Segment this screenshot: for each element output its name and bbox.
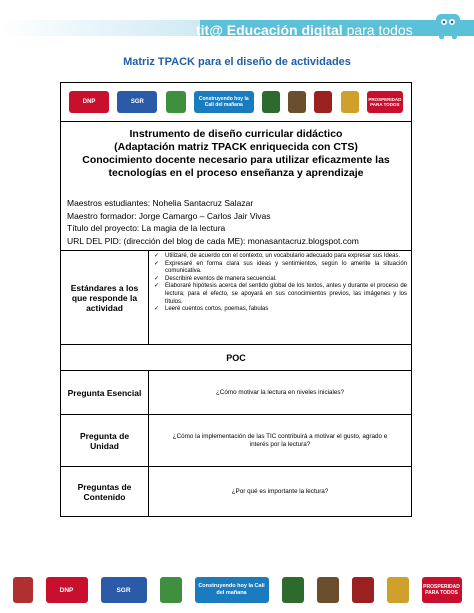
footer-seal-6 xyxy=(387,577,409,603)
question-row xyxy=(61,370,411,414)
footer-sgr-logo: SGR xyxy=(101,577,147,603)
standard-item: ✓ Expresaré en forma clara sus ideas y sentimientos, según lo amerite la situación comunicativa. xyxy=(153,261,407,276)
question-text: ¿Cómo motivar la lectura en niveles iniciales? xyxy=(215,388,345,396)
document-title: Matriz TPACK para el diseño de actividades xyxy=(123,56,351,68)
header-line-1: Instrumento de diseño curricular didáctico xyxy=(129,128,343,140)
students-line: Maestros estudiantes: Nohelia Santacruz Salazar xyxy=(67,198,254,208)
prosperidad-logo: PROSPERIDAD PARA TODOS xyxy=(367,91,403,113)
question-text: ¿Por qué es importante la lectura? xyxy=(231,487,329,495)
footer-seal-5 xyxy=(352,577,374,603)
standard-item: ✓ Utilizaré, de acuerdo con el contexto, un vocabulario adecuado para expresar sus Ideas. xyxy=(153,253,407,261)
standard-item: ✓ Elaboraré hipótesis acerca del sentido global de los textos, antes y durante el proceso de lectura; para el efecto, se apoyará en sus conocimientos previos, las imágenes y los títulos. xyxy=(153,283,407,306)
question-text: ¿Cómo la implementación de las TIC contribuirá a motivar el gusto, agrado e interés por la lectura? xyxy=(172,432,388,448)
header-line-3: Conocimiento docente necesario para utilizar eficazmente las tecnologías en el proceso enseñanza y aprendizaje xyxy=(82,154,390,179)
footer-seal-4 xyxy=(317,577,339,603)
top-banner xyxy=(0,0,474,48)
standards-row xyxy=(61,250,411,344)
standards-label: Estándares a los que responde la actividad xyxy=(61,251,149,344)
footer-seal-2 xyxy=(160,577,182,603)
footer-prosperidad-logo: PROSPERIDAD PARA TODOS xyxy=(422,577,462,603)
instrument-header xyxy=(61,121,411,250)
url-line: URL DEL PID: (dirección del blog de cada ME): monasantacruz.blogspot.com xyxy=(67,235,359,246)
seal-logo-3 xyxy=(288,91,306,113)
question-row xyxy=(61,466,411,516)
standard-item: ✓ Describiré eventos de manera secuencial. xyxy=(153,276,407,284)
header-line-2: (Adaptación matriz TPACK enriquecida con CTS) xyxy=(114,141,358,153)
footer-seal-3 xyxy=(282,577,304,603)
seal-logo-2 xyxy=(262,91,280,113)
banner-brand xyxy=(196,22,413,38)
question-label: Preguntas de Contenido xyxy=(61,467,149,516)
footer-cali-logo: Construyendo hoy la Cali del mañana xyxy=(195,577,269,603)
brand-light: para todos xyxy=(346,22,413,38)
brand-bold: tit@ Educación digital xyxy=(196,22,343,38)
footer-dnp-logo: DNP xyxy=(46,577,88,603)
footer-seal-1 xyxy=(13,577,33,603)
question-label: Pregunta Esencial xyxy=(61,371,149,414)
mascot-icon xyxy=(433,8,463,40)
standards-list xyxy=(153,253,407,314)
dnp-logo: DNP xyxy=(69,91,109,113)
tpack-table xyxy=(60,82,412,517)
project-line: Título del proyecto: La magia de la lectura xyxy=(67,223,226,233)
cali-logo: Construyendo hoy la Cali del mañana xyxy=(194,91,254,113)
seal-logo-5 xyxy=(341,91,359,113)
standard-item: ✓ Leeré cuentos cortos, poemas, fabulas xyxy=(153,306,407,314)
seal-logo-1 xyxy=(166,91,186,113)
seal-logo-4 xyxy=(314,91,332,113)
footer-logos xyxy=(0,570,474,610)
sgr-logo: SGR xyxy=(117,91,157,113)
banner-fade xyxy=(0,20,200,36)
question-row xyxy=(61,414,411,466)
header-logos xyxy=(61,83,411,121)
teachers-line: Maestro formador: Jorge Camargo – Carlos Jair Vivas xyxy=(67,210,271,221)
question-label: Pregunta de Unidad xyxy=(61,415,149,466)
standards-content xyxy=(149,251,411,344)
poc-row: POC xyxy=(61,344,411,370)
